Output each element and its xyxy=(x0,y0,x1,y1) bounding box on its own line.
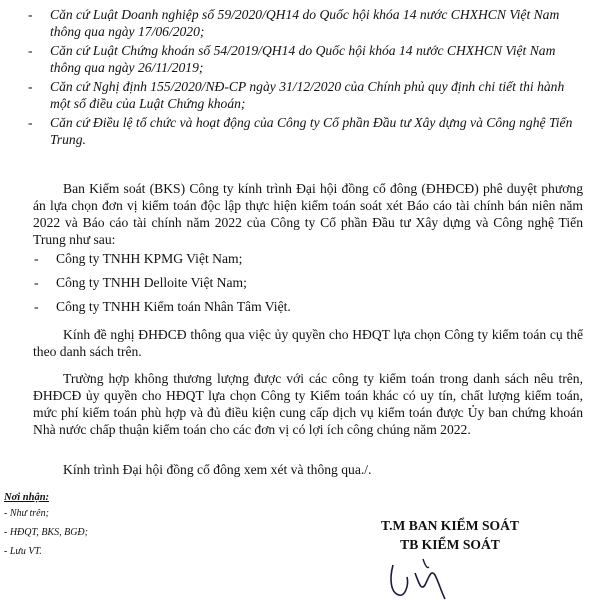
auditor-name: Công ty TNHH Kiểm toán Nhân Tâm Việt. xyxy=(56,299,291,314)
bullet-dash: - xyxy=(34,299,39,314)
legal-basis-text: Căn cứ Nghị định 155/2020/NĐ-CP ngày 31/12/2020 của Chính phủ quy định chi tiết thi hành một số điều của Luật Chứng khoán; xyxy=(50,79,565,111)
bullet-dash: - xyxy=(28,79,33,94)
bullet-dash: - xyxy=(28,115,33,130)
fallback-paragraph: Trường hợp không thương lượng được với các công ty kiểm toán trong danh sách nêu trên, ĐHĐCĐ ủy quyền cho HĐQT lựa chọn Công ty Kiểm toán khác có uy tín, chất lượng kiểm toán, mức phí kiểm toán phù hợp và đủ điều kiện cung cấp dịch vụ kiểm toán được Ủy ban chứng khoán Nhà nước chấp thuận kiểm toán cho các đơn vị có lợi ích công chúng năm 2022. xyxy=(33,371,583,437)
recipient-item: - Lưu VT. xyxy=(4,546,42,557)
legal-basis-item xyxy=(28,114,588,148)
legal-basis-text: Căn cứ Điều lệ tổ chức và hoạt động của Công ty Cổ phần Đầu tư Xây dựng và Công nghệ Tiến Trung. xyxy=(50,115,573,147)
recipient-item: - Như trên; xyxy=(4,508,49,519)
auditor-item xyxy=(34,250,534,267)
auditor-name: Công ty TNHH KPMG Việt Nam; xyxy=(56,251,243,266)
recipients-block xyxy=(4,491,204,564)
auditor-item xyxy=(34,274,534,291)
authorization-paragraph: Kính đề nghị ĐHĐCĐ thông qua việc ủy quyền cho HĐQT lựa chọn Công ty kiểm toán cụ thể theo danh sách trên. xyxy=(33,327,583,359)
proposal-paragraph: Ban Kiểm soát (BKS) Công ty kính trình Đại hội đồng cổ đông (ĐHĐCĐ) phê duyệt phương án lựa chọn đơn vị kiểm toán độc lập thực hiện kiểm toán soát xét Báo cáo tài chính bán niên năm 2022 và Báo cáo tài chính năm 2022 của Công ty Cổ phần Đầu tư Xây dựng và Công nghệ Tiến Trung như sau: xyxy=(33,181,583,247)
closing-paragraph: Kính trình Đại hội đồng cổ đông xem xét và thông qua./. xyxy=(63,462,372,477)
auditor-item xyxy=(34,298,534,315)
recipient-item: - HĐQT, BKS, BGĐ; xyxy=(4,527,88,538)
legal-basis-item xyxy=(28,78,588,112)
signature-title: T.M BAN KIỂM SOÁT xyxy=(381,518,519,533)
legal-basis-text: Căn cứ Luật Doanh nghiệp số 59/2020/QH14 do Quốc hội khóa 14 nước CHXHCN Việt Nam thông qua ngày 17/06/2020; xyxy=(50,7,560,39)
legal-basis-item xyxy=(28,42,588,76)
legal-basis-text: Căn cứ Luật Chứng khoán số 54/2019/QH14 do Quốc hội khóa 14 nước CHXHCN Việt Nam thông qua ngày 26/11/2019; xyxy=(50,43,556,75)
recipients-title: Nơi nhận: xyxy=(4,492,50,503)
signature-role: TB KIỂM SOÁT xyxy=(400,537,500,552)
legal-basis-item xyxy=(28,6,588,40)
legal-basis-list xyxy=(28,6,588,150)
handwritten-signature xyxy=(385,555,475,600)
auditor-list xyxy=(34,250,534,322)
bullet-dash: - xyxy=(28,43,33,58)
bullet-dash: - xyxy=(34,275,39,290)
bullet-dash: - xyxy=(34,251,39,266)
auditor-name: Công ty TNHH Delloite Việt Nam; xyxy=(56,275,247,290)
bullet-dash: - xyxy=(28,7,33,22)
